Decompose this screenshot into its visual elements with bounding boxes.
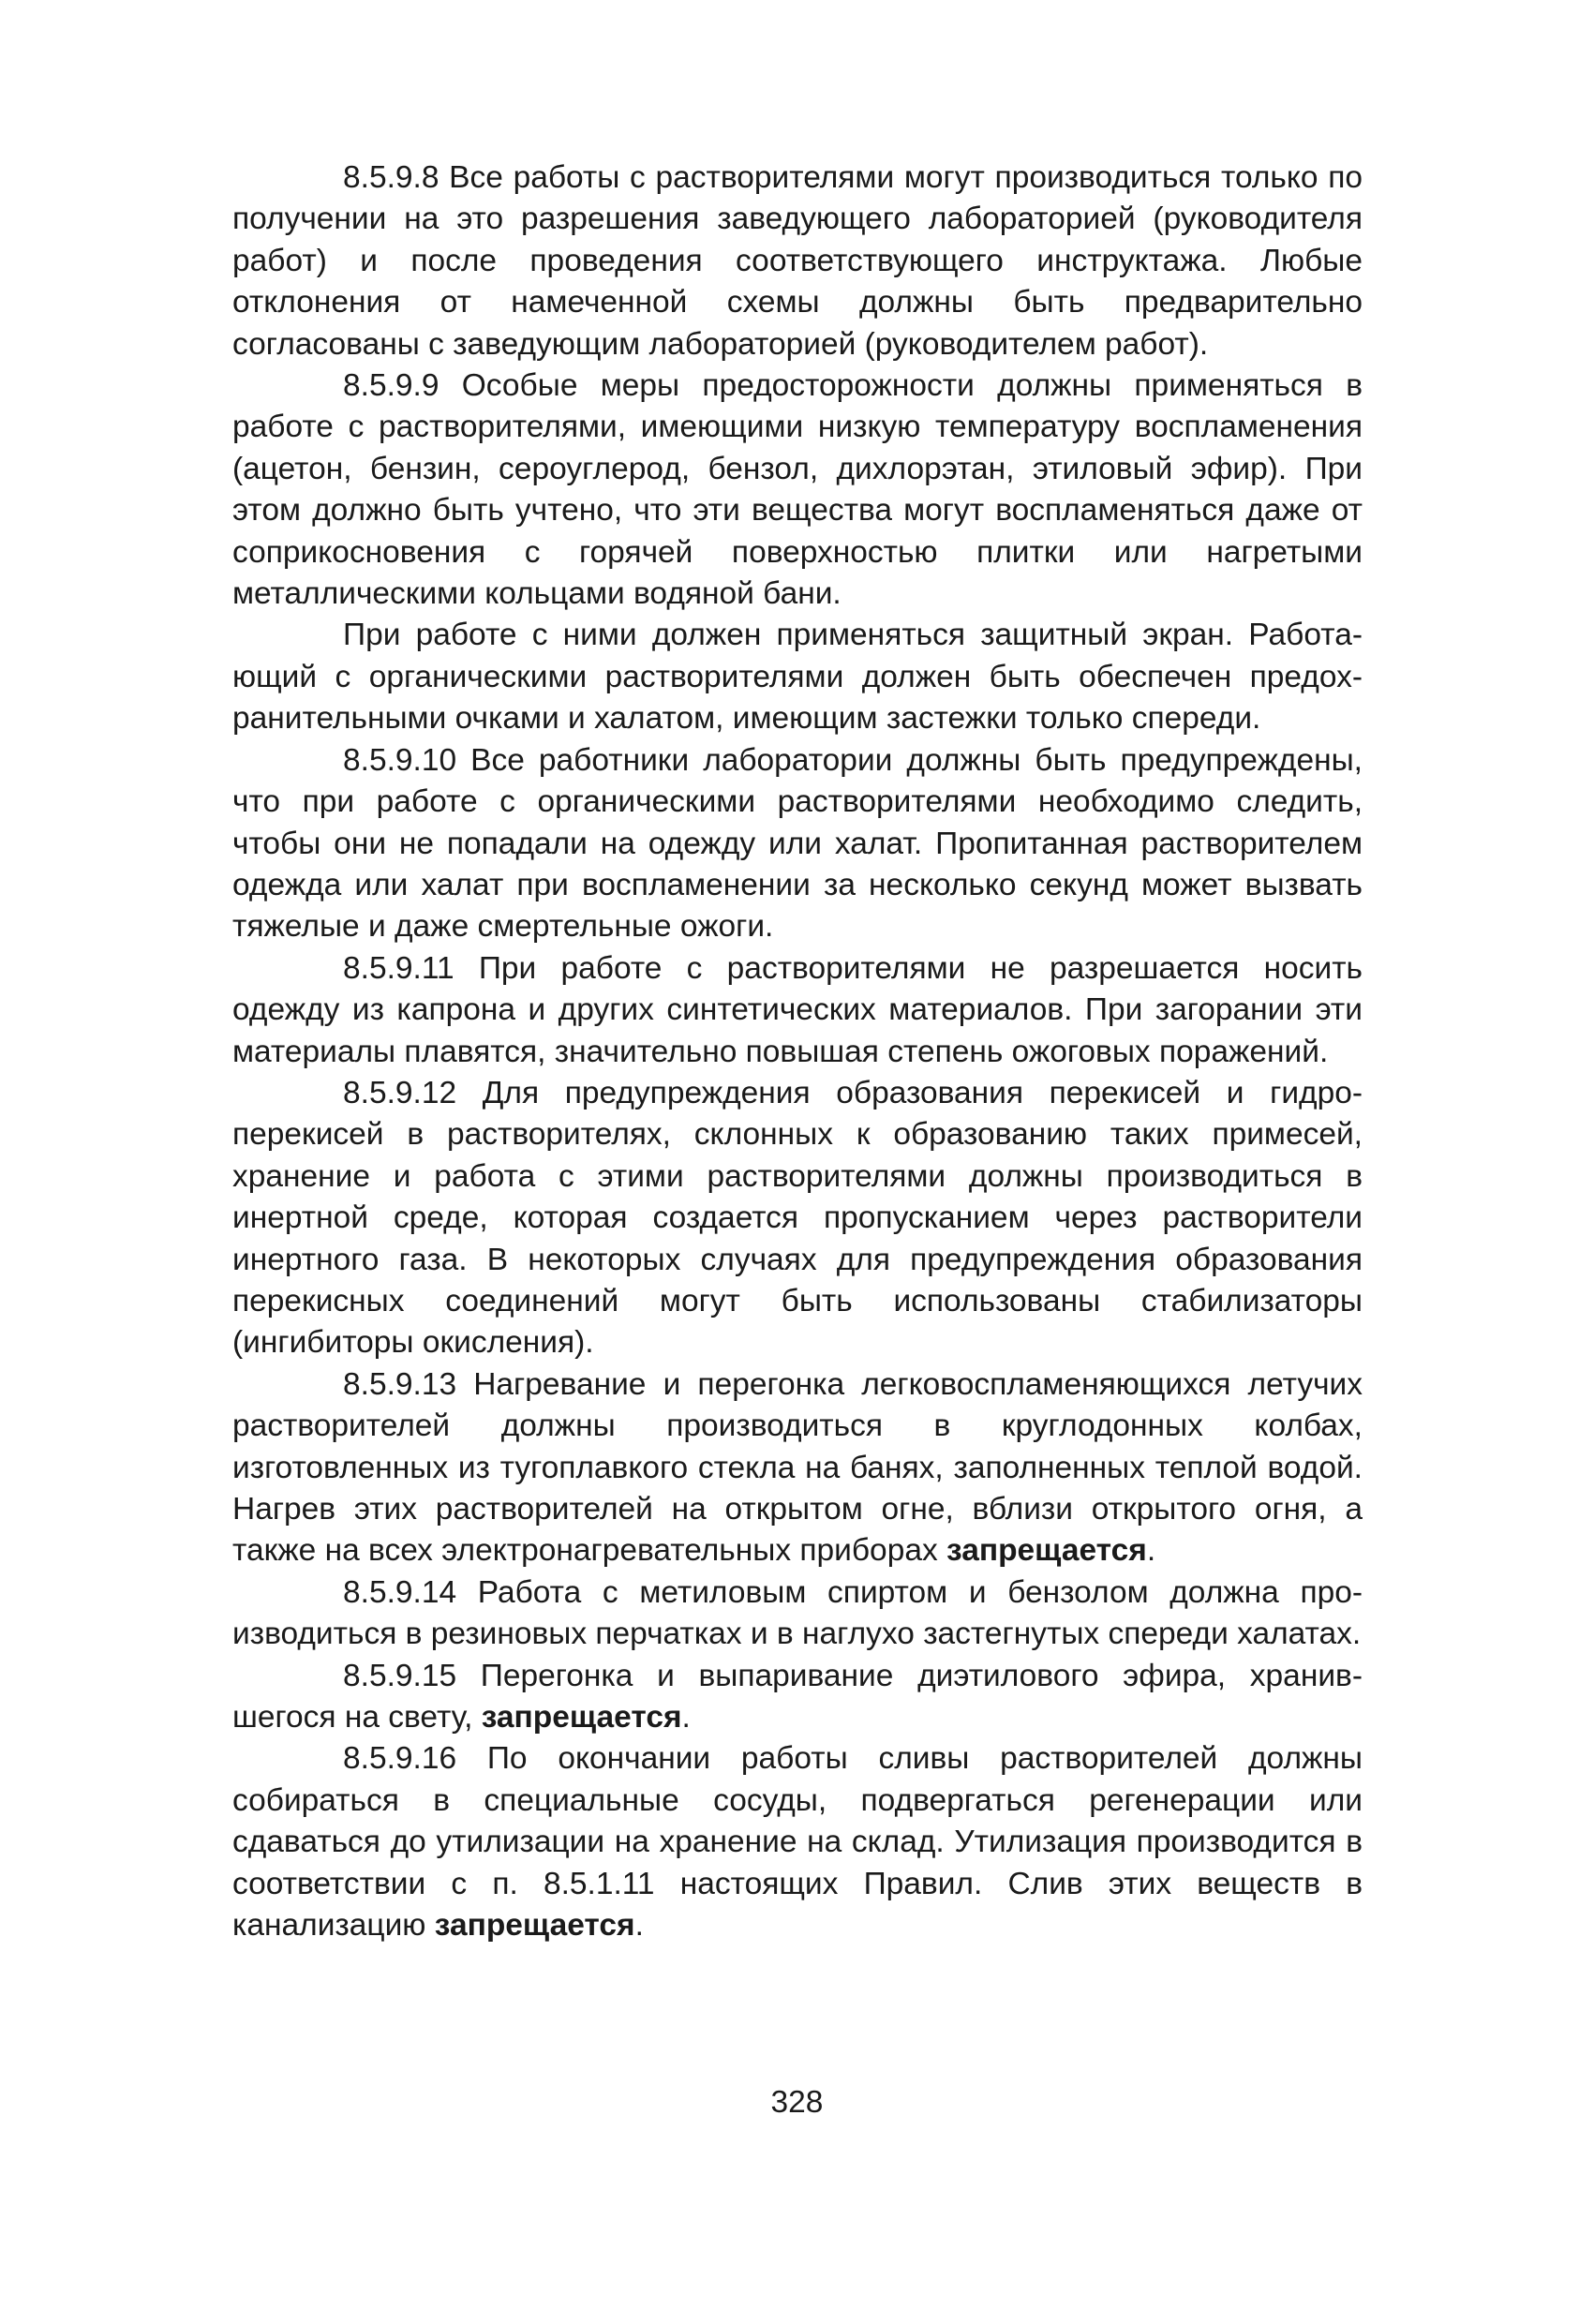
paragraph-text: 8.5.9.9 Особые меры предосторожности должны применяться в работе с растворителями, имеющими низкую температуру воспламенения (ацетон, бензин, сероуглерод, бензол, дихлорэтан, этиловый эфир). При этом должно быть учтено, что эти вещества могут воспламеняться даже от соприкосновения с горячей поверхностью плитки или нагретыми металлическими кольцами водяной бани. — [232, 368, 1363, 612]
paragraph — [232, 157, 1363, 365]
paragraph-text: 8.5.9.8 Все работы с растворителями могут производиться только по получении на это разрешения заведующего лабораторией (руководителя работ) и после проведения соответствующего инструктажа. Любые отклонения от намеченной схемы должны быть предварительно согласованы с заведующим лабораторией (руководителем работ). — [232, 160, 1363, 362]
paragraph — [232, 1073, 1363, 1364]
paragraph — [232, 1572, 1363, 1656]
paragraph — [232, 948, 1363, 1073]
paragraph-text: 8.5.9.12 Для предупреждения образования перекисей и гидроперекисей в растворителях, склонных к образованию таких примесей, хранение и работа с этими растворителями должны производиться в инертной среде, которая создается пропусканием через растворители инертного газа. В некоторых случаях для предупреждения образования перекисных соединений могут быть использованы стабилизаторы (ингибиторы окисления). — [232, 1075, 1363, 1361]
paragraph-text: При работе с ними должен применяться защитный экран. Работающий с органическими растворителями должен быть обеспечен предохранительными очками и халатом, имеющим застежки только спереди. — [232, 618, 1363, 737]
emphasis-text: запрещается — [434, 1908, 635, 1944]
paragraph-text: 8.5.9.10 Все работники лаборатории должны быть предупреждены, что при работе с органическими растворителями необходимо следить, чтобы они не попадали на одежду или халат. Пропитанная растворителем одежда или халат при воспламенении за несколько секунд может вызвать тяжелые и даже смертельные ожоги. — [232, 742, 1363, 945]
paragraph-text: . — [1146, 1533, 1156, 1569]
body-text — [232, 157, 1363, 1946]
paragraph-text: 8.5.9.15 Перегонка и выпаривание диэтилового эфира, хранившегося на свету, — [232, 1658, 1363, 1736]
emphasis-text: запрещается — [481, 1700, 682, 1736]
paragraph-text: 8.5.9.16 По окончании работы сливы растворителей должны собираться в специальные сосуды, подвергаться регенерации или сдаваться до утилизации на хранение на склад. Утилизация производится в соответствии с п. 8.5.1.11 настоящих Правил. Слив этих веществ в канализацию — [232, 1741, 1363, 1944]
paragraph — [232, 1656, 1363, 1739]
paragraph-text: 8.5.9.14 Работа с метиловым спиртом и бензолом должна производиться в резиновых перчатках и в наглухо застегнутых спереди халатах. — [232, 1574, 1363, 1652]
paragraph — [232, 1364, 1363, 1572]
paragraph-text: . — [681, 1700, 691, 1736]
paragraph — [232, 365, 1363, 615]
paragraph-text: 8.5.9.11 При работе с растворителями не разрешается носить одежду из капрона и других синтетических материалов. При загорании эти материалы плавятся, значительно повышая степень ожоговых поражений. — [232, 950, 1363, 1069]
page-number: 328 — [770, 2085, 824, 2120]
paragraph — [232, 615, 1363, 739]
paragraph-text: . — [634, 1908, 644, 1944]
paragraph — [232, 1738, 1363, 1946]
paragraph-text: 8.5.9.13 Нагревание и перегонка легковоспламеняющихся летучих растворителей должны производиться в круглодонных колбах, изготовленных из тугоплавкого стекла на банях, заполненных теплой водой. Нагрев этих растворителей на открытом огне, вблизи открытого огня, а также на всех электронагревательных приборах — [232, 1366, 1363, 1569]
paragraph — [232, 740, 1363, 948]
emphasis-text: запрещается — [946, 1533, 1147, 1569]
